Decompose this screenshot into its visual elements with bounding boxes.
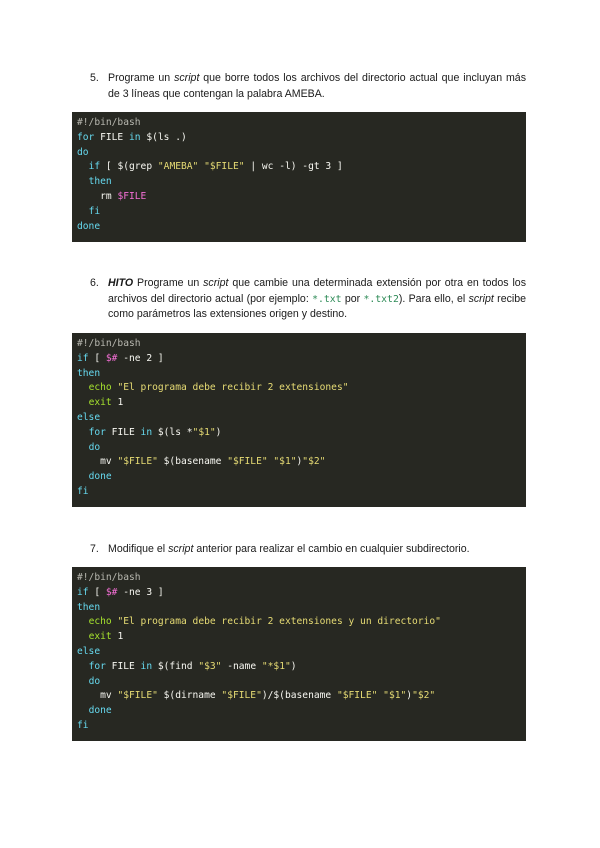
exercise-number: 5. <box>90 72 99 84</box>
code-token: [ $(grep <box>100 161 158 173</box>
italic-term: script <box>468 292 494 305</box>
code-token <box>77 705 89 716</box>
code-token: -name <box>221 660 262 672</box>
code-token: "$1" <box>383 690 407 702</box>
code-token: "$FILE" <box>204 161 245 173</box>
code-line <box>77 675 526 690</box>
code-token: #!/bin/bash <box>77 117 141 128</box>
code-token: "$2" <box>412 690 436 702</box>
code-line <box>77 660 526 675</box>
exercise-number: 7. <box>90 543 99 555</box>
code-line <box>77 367 526 382</box>
code-token <box>77 161 89 172</box>
code-token: $FILE <box>117 190 147 202</box>
exercise-statement <box>108 71 526 102</box>
italic-term: script <box>174 72 200 84</box>
code-token: done <box>77 220 101 232</box>
code-token: [ <box>88 586 106 598</box>
code-token: $(ls .) <box>140 131 187 143</box>
italic-term: script <box>203 277 229 289</box>
code-token: "El programa debe recibir 2 extensiones y un directorio" <box>117 616 441 628</box>
code-token: if <box>77 586 89 598</box>
code-line <box>77 396 526 411</box>
code-token: if <box>77 352 89 364</box>
code-token: )/$(basename <box>261 690 337 702</box>
exercise-6 <box>90 276 526 323</box>
code-token <box>77 176 89 187</box>
code-token: done <box>88 471 112 483</box>
code-token: fi <box>88 205 101 217</box>
exercise-statement <box>108 542 526 558</box>
exercise-statement <box>108 276 526 323</box>
code-line <box>77 190 526 205</box>
code-token: "$FILE" <box>336 690 378 702</box>
code-token <box>77 631 89 642</box>
code-token: "$1" <box>192 426 216 438</box>
code-token: in <box>140 660 153 672</box>
code-line <box>77 411 526 426</box>
code-token: #!/bin/bash <box>77 572 141 583</box>
text-run: Programe un <box>133 277 204 289</box>
code-block-6 <box>72 333 526 507</box>
text-run: anterior para realizar el cambio en cualquier subdirectorio. <box>193 543 470 555</box>
code-block-7 <box>72 567 526 741</box>
text-run: Modifique el <box>108 543 169 555</box>
code-token: fi <box>77 485 89 497</box>
inline-code: *.txt <box>312 293 342 305</box>
code-line <box>77 220 526 235</box>
code-line <box>77 131 526 146</box>
code-token: for <box>88 426 106 438</box>
code-token: echo <box>88 382 112 394</box>
code-token <box>77 442 89 453</box>
code-line <box>77 704 526 719</box>
highlight-label: HITO <box>108 277 134 289</box>
code-token <box>77 676 89 687</box>
code-token: $(ls * <box>152 426 193 438</box>
code-token: 1 <box>111 397 124 409</box>
code-line <box>77 719 526 734</box>
code-token: "$3" <box>198 660 222 672</box>
code-token: echo <box>88 616 112 628</box>
text-run: ). Para ello, el <box>398 292 469 305</box>
code-line <box>77 630 526 645</box>
code-line <box>77 485 526 500</box>
text-run: que borre todos los archivos del directorio actual que incluyan más de 3 líneas que contengan la palabra AMEBA. <box>108 72 526 100</box>
code-token: "El programa debe recibir 2 extensiones" <box>117 382 349 394</box>
code-token: ) <box>290 660 297 672</box>
code-token: $# <box>105 586 118 598</box>
code-line <box>77 160 526 175</box>
code-token: "$FILE" <box>117 456 158 468</box>
code-token: rm <box>77 190 118 202</box>
code-line <box>77 571 526 586</box>
code-token <box>77 427 89 438</box>
code-token: "$FILE" <box>227 456 268 468</box>
code-line <box>77 337 526 352</box>
code-token: $# <box>105 352 118 364</box>
code-token: ) <box>296 456 303 468</box>
code-block-5 <box>72 112 526 242</box>
code-token: FILE <box>105 426 141 438</box>
code-token: FILE <box>94 131 129 143</box>
text-run: que cambie una determinada extensión por otra en todos los archivos del directorio actual (por ejemplo: <box>108 277 526 305</box>
code-token: done <box>88 705 112 717</box>
code-token: then <box>77 601 101 613</box>
code-token: mv <box>77 456 118 468</box>
code-token <box>77 471 89 482</box>
code-token: "$2" <box>302 456 326 468</box>
code-token: "*$1" <box>261 660 291 672</box>
code-token: -ne 3 ] <box>117 586 164 598</box>
code-line <box>77 615 526 630</box>
code-line <box>77 601 526 616</box>
code-line <box>77 470 526 485</box>
code-token: $(basename <box>157 456 228 468</box>
code-token: for <box>88 660 106 672</box>
code-line <box>77 441 526 456</box>
code-token: do <box>77 146 89 158</box>
text-run: recibe como parámetros las extensiones origen y destino. <box>108 292 527 321</box>
code-line <box>77 689 526 704</box>
code-token: exit <box>88 631 112 643</box>
code-token: do <box>88 675 101 687</box>
code-token: fi <box>77 719 89 731</box>
exercise-7 <box>90 542 526 558</box>
code-token: $(dirname <box>157 690 222 702</box>
code-line <box>77 146 526 161</box>
code-token: #!/bin/bash <box>77 338 141 349</box>
code-token: then <box>88 176 112 188</box>
code-line <box>77 455 526 470</box>
code-token: if <box>88 161 101 173</box>
code-line <box>77 426 526 441</box>
code-line <box>77 175 526 190</box>
text-run: Programe un <box>108 72 175 84</box>
code-line <box>77 116 526 131</box>
code-token: else <box>77 411 101 423</box>
code-token <box>77 206 89 217</box>
code-token: exit <box>88 397 112 409</box>
text-run: por <box>341 292 364 305</box>
code-token: | wc -l) -gt 3 ] <box>244 161 343 173</box>
code-token: ) <box>215 426 222 438</box>
code-token <box>77 661 89 672</box>
code-token: $(find <box>152 660 199 672</box>
exercise-5 <box>90 71 526 102</box>
inline-code: *.txt2 <box>363 293 399 305</box>
code-token: then <box>77 367 101 379</box>
code-line <box>77 381 526 396</box>
code-token: in <box>128 131 141 143</box>
code-line <box>77 586 526 601</box>
code-token: "$FILE" <box>117 690 158 702</box>
code-line <box>77 205 526 220</box>
code-line <box>77 645 526 660</box>
code-token: for <box>77 131 95 143</box>
code-token: "AMEBA" <box>157 161 199 173</box>
code-token: [ <box>88 352 106 364</box>
code-token: "$1" <box>273 456 297 468</box>
italic-term: script <box>168 543 194 555</box>
code-token: ) <box>406 690 413 702</box>
code-token <box>77 382 89 393</box>
code-token: "$FILE" <box>221 690 262 702</box>
code-token <box>77 397 89 408</box>
exercise-number: 6. <box>90 277 99 289</box>
code-token: 1 <box>111 631 124 643</box>
code-token: FILE <box>105 660 141 672</box>
code-token: else <box>77 645 101 657</box>
code-token: do <box>88 441 101 453</box>
code-line <box>77 352 526 367</box>
code-token <box>77 616 89 627</box>
code-token: mv <box>77 690 118 702</box>
code-token: in <box>140 426 153 438</box>
code-token: -ne 2 ] <box>117 352 164 364</box>
